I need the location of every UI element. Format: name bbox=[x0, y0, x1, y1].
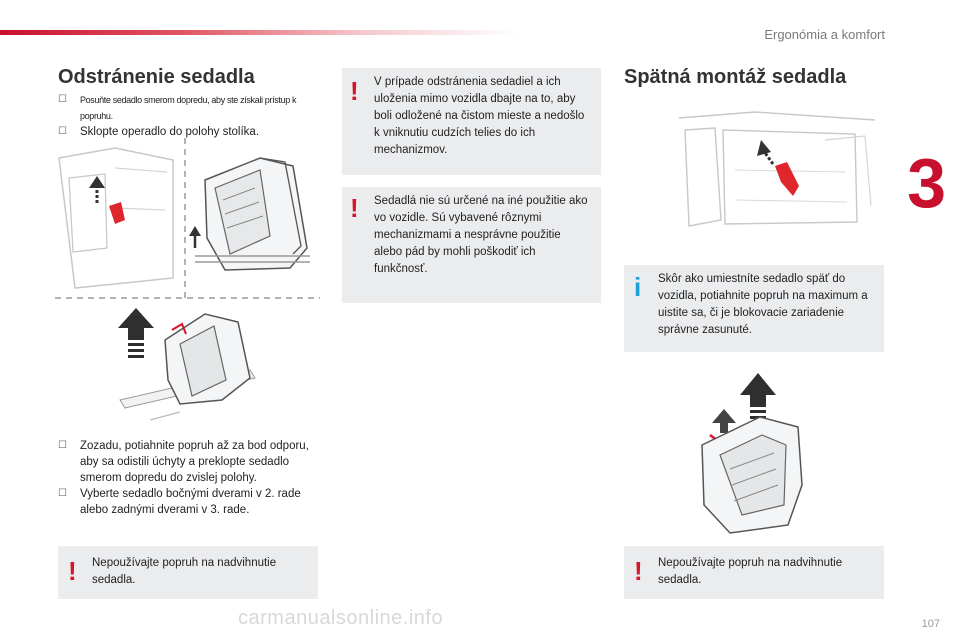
exclamation-warning-icon: ! bbox=[350, 193, 359, 223]
list-item: ☐ Vyberte sedadlo bočnými dverami v 2. rade alebo zadnými dverami v 3. rade. bbox=[58, 488, 301, 516]
warning-box-right: ! Nepoužívajte popruh na nadvihnutie sedadla. bbox=[624, 546, 884, 599]
watermark: carmanualsonline.info bbox=[238, 607, 444, 629]
checkbox-bullet-icon: ☐ bbox=[58, 126, 67, 137]
list-item: ☐ Zozadu, potiahnite popruh až za bod odporu, aby sa odistili úchyty a preklopte sedadlo smerom dopredu do zvislej polohy. bbox=[58, 440, 309, 484]
refit-interior-illustration bbox=[675, 110, 885, 242]
page-number: 107 bbox=[921, 618, 940, 630]
seat-fold-illustration bbox=[55, 128, 320, 303]
refit-seat-illustration bbox=[690, 365, 830, 540]
warning-box-storage: ! V prípade odstránenia sedadiel a ich uloženia mimo vozidla dbajte na to, aby boli odložené na čistom mieste a nedošlo k vniknutiu cudzích telies do ich mechanizmov. bbox=[342, 68, 601, 175]
section-title: Ergonómia a komfort bbox=[764, 27, 885, 42]
exclamation-warning-icon: ! bbox=[68, 556, 77, 586]
exclamation-warning-icon: ! bbox=[350, 76, 359, 106]
checkbox-bullet-icon: ☐ bbox=[58, 440, 67, 451]
removal-steps-bottom bbox=[58, 438, 320, 518]
info-icon: i bbox=[634, 272, 642, 302]
warning-box-left: ! Nepoužívajte popruh na nadvihnutie sedadla. bbox=[58, 546, 318, 599]
list-item: ☐ Sklopte operadlo do polohy stolíka. bbox=[58, 126, 260, 138]
checkbox-bullet-icon: ☐ bbox=[58, 488, 67, 499]
seat-tilt-illustration bbox=[110, 300, 260, 425]
header-accent-bar bbox=[0, 30, 520, 35]
chapter-number: 3 bbox=[907, 144, 946, 222]
list-item: ☐ Posuňte sedadlo smerom dopredu, aby ste získali prístup k popruhu. bbox=[58, 94, 297, 121]
refit-title: Spätná montáž sedadla bbox=[624, 66, 847, 88]
info-box-refit: i Skôr ako umiestníte sedadlo späť do vozidla, potiahnite popruh na maximum a uistite sa, či je blokovacie zariadenie správne zasunuté. bbox=[624, 265, 884, 352]
removal-title: Odstránenie sedadla bbox=[58, 66, 255, 88]
warning-box-usage: ! Sedadlá nie sú určené na iné použitie ako vo vozidle. Sú vybavené rôznymi mechanizmami a nesprávne použitie alebo pád by mohli poškodiť ich funkčnosť. bbox=[342, 187, 601, 303]
exclamation-warning-icon: ! bbox=[634, 556, 643, 586]
checkbox-bullet-icon: ☐ bbox=[58, 94, 67, 105]
